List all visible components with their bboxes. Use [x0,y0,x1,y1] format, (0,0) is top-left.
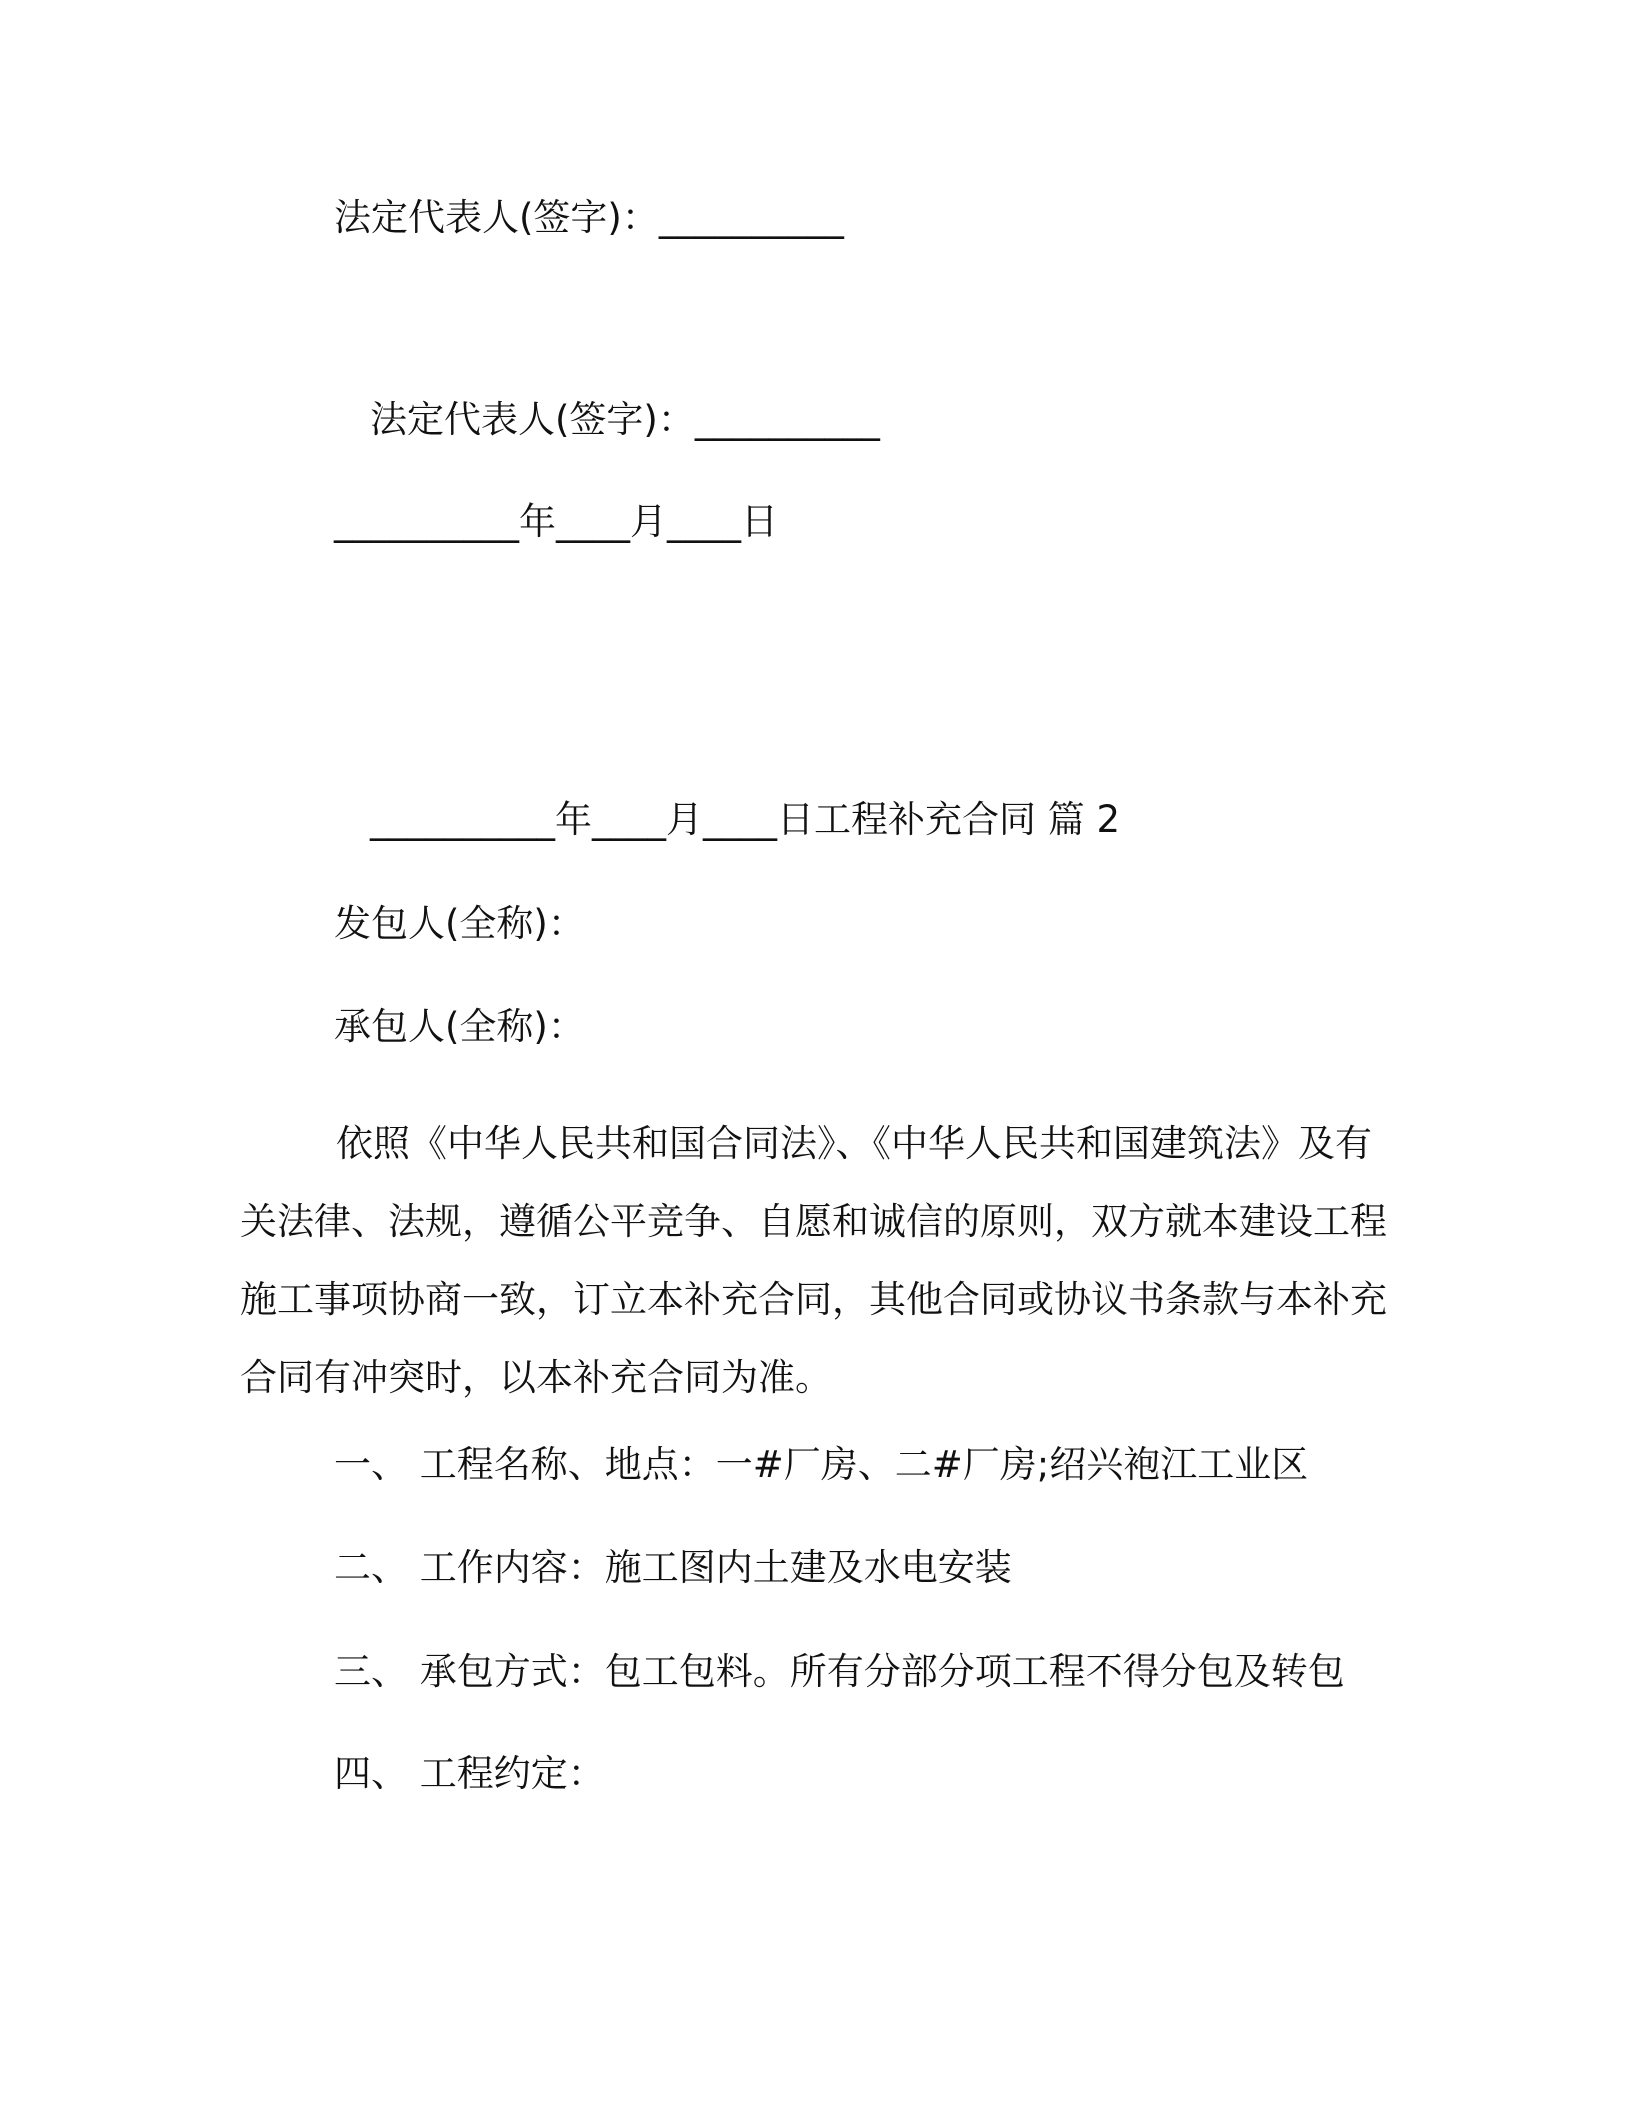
contract-title: __________年____月____日工程补充合同 篇 2 [370,798,1121,841]
legal-representative-signature-line-1: 法定代表人(签字)：__________ [334,196,844,239]
intro-paragraph: 依照《中华人民共和国合同法》、《中华人民共和国建筑法》及有关法律、法规，遵循公平竞争、自愿和诚信的原则，双方就本建设工程施工事项协商一致，订立本补充合同，其他合同或协议书条款与本补充合同有冲突时，以本补充合同为准。 [240,1122,1387,1399]
date-line: __________年____月____日 [334,500,778,543]
employer-line: 发包人(全称)： [334,902,585,945]
clause-4-project-agreement: 四、 工程约定： [334,1752,605,1795]
clause-3-contract-method: 三、 承包方式：包工包料。所有分部分项工程不得分包及转包 [334,1650,1345,1693]
clause-1-project-name: 一、 工程名称、地点：一#厂房、二#厂房;绍兴袍江工业区 [334,1443,1309,1486]
legal-representative-signature-line-2: 法定代表人(签字)：__________ [370,398,880,441]
contractor-line: 承包人(全称)： [334,1005,585,1048]
clause-2-work-content: 二、 工作内容：施工图内土建及水电安装 [334,1546,1012,1589]
